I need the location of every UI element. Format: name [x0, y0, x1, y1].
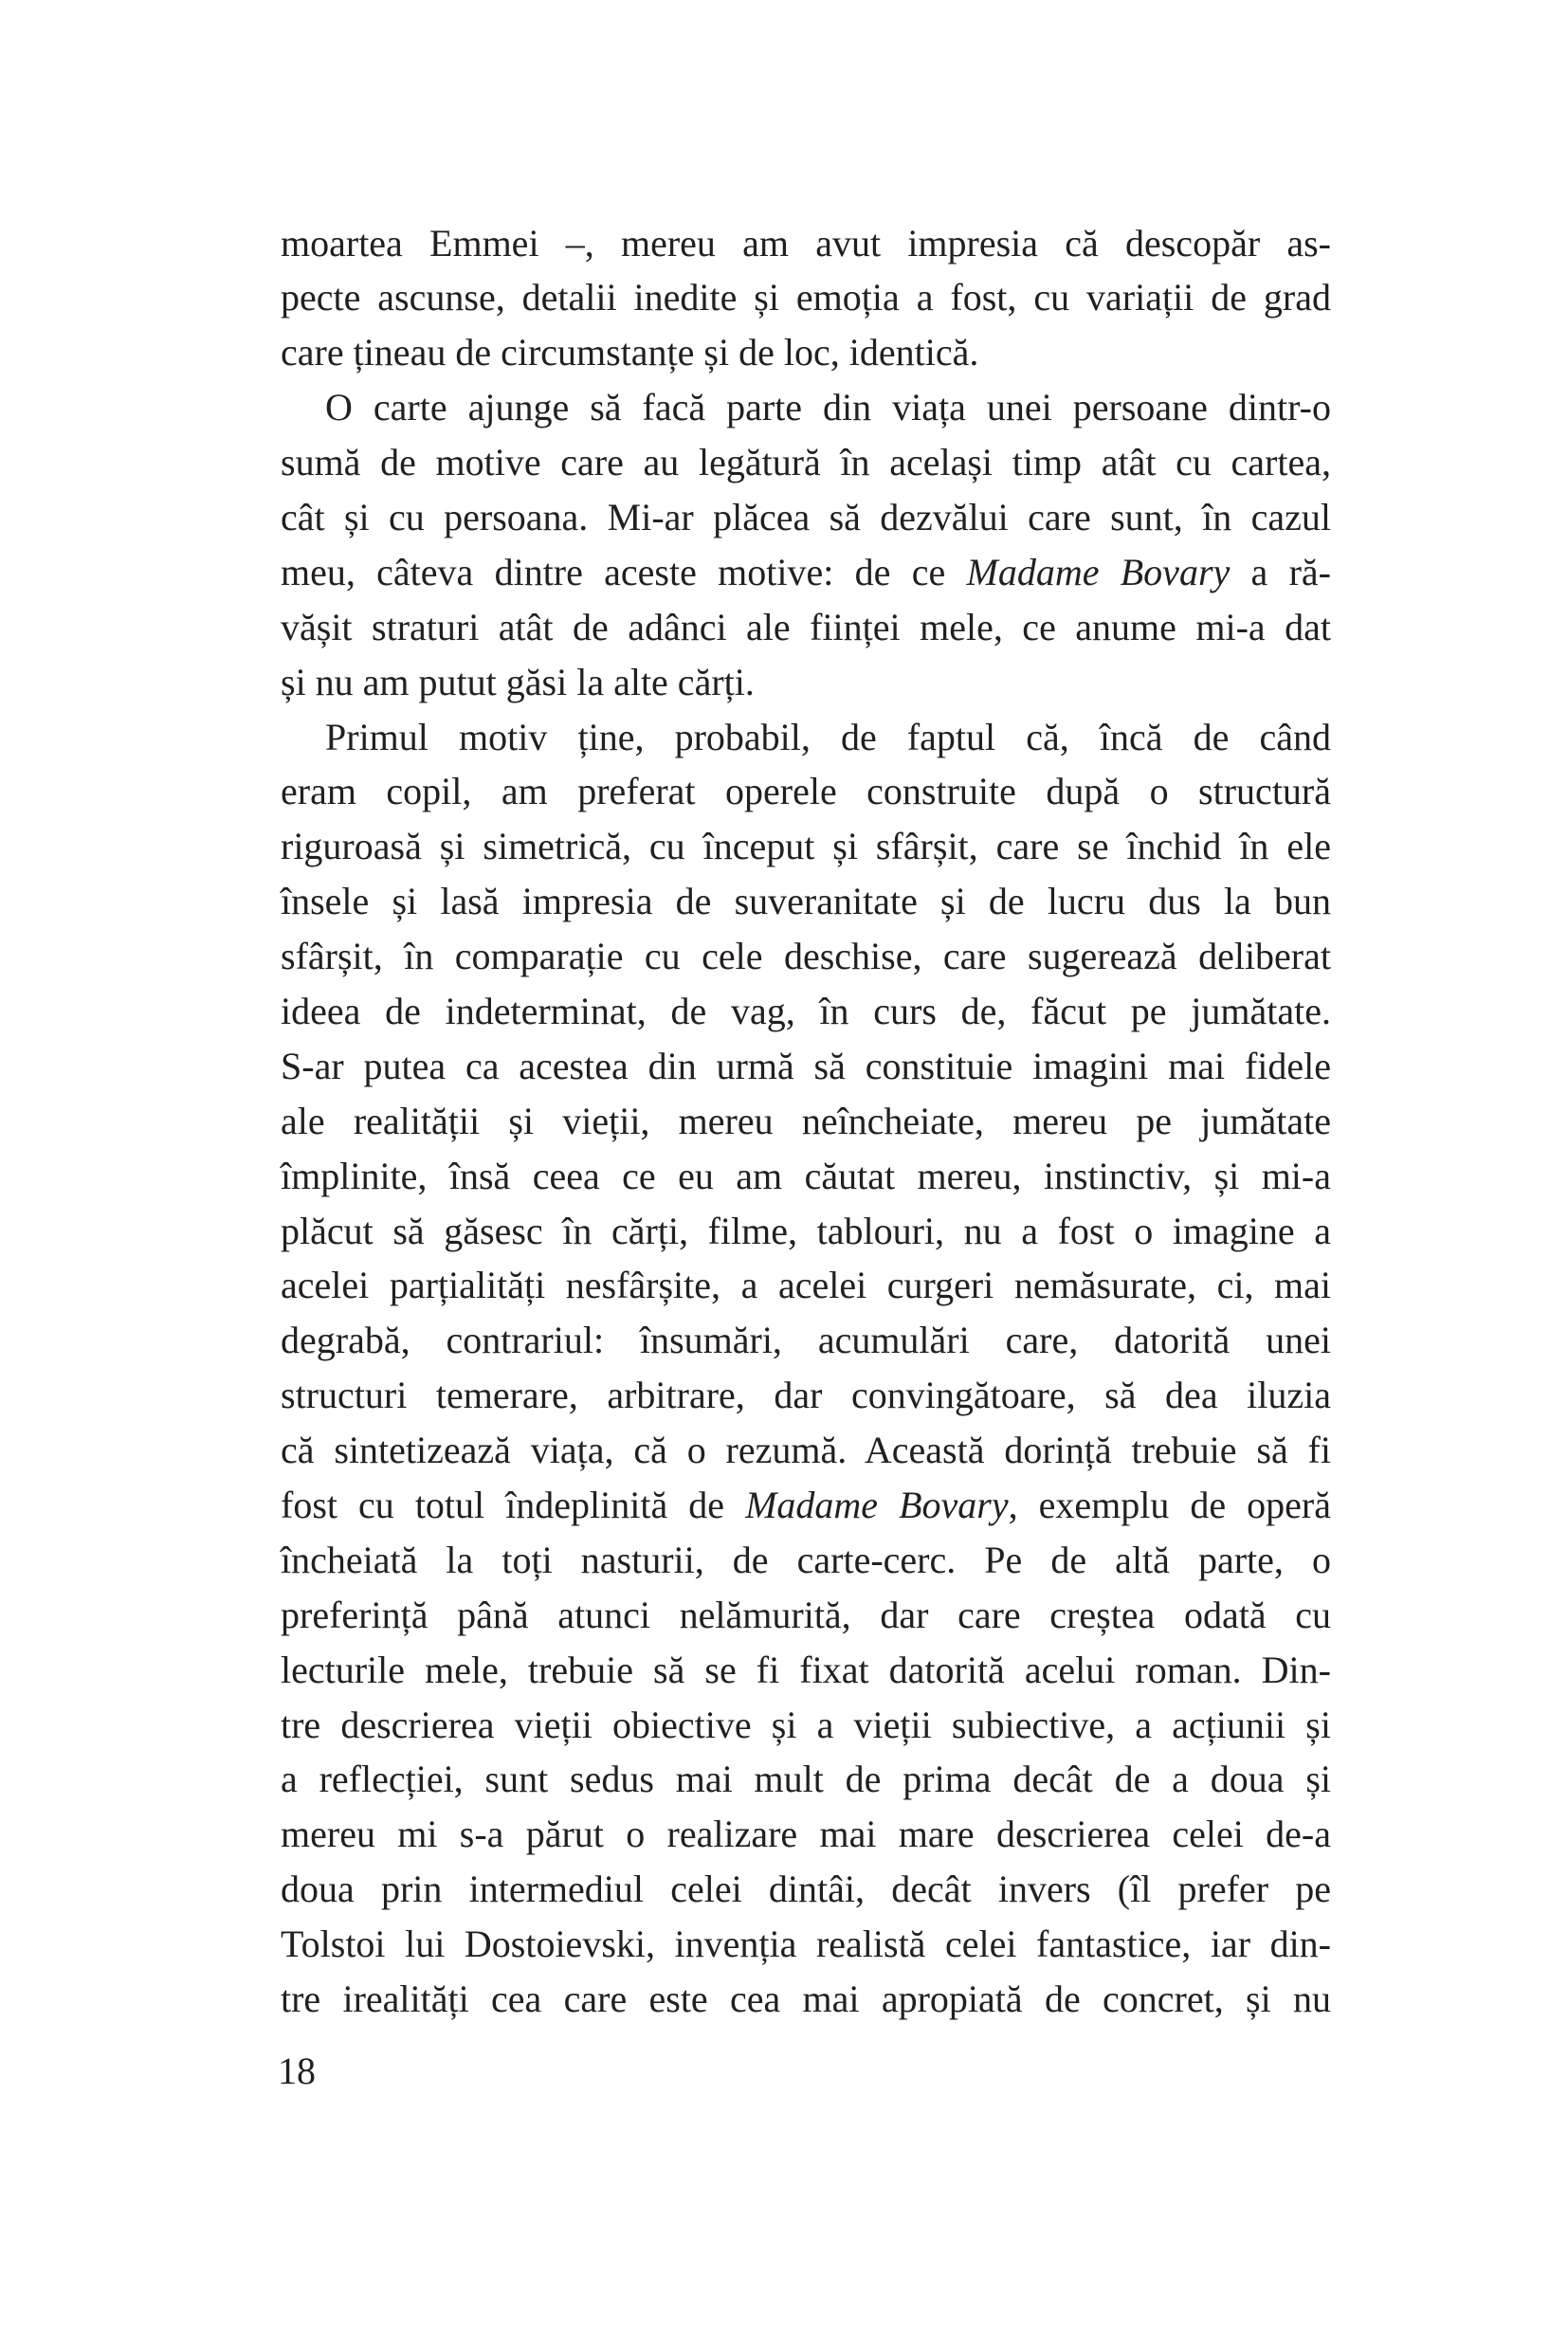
- text-segment: preferință până atunci nelămurită, dar care creștea odată cu: [281, 1593, 1331, 1636]
- text-line: [281, 764, 1331, 819]
- text-line: [281, 545, 1331, 600]
- text-segment: Primul motiv ține, probabil, de faptul că, încă de când: [325, 715, 1331, 758]
- text-line: [281, 1917, 1331, 1972]
- text-line: [281, 1862, 1331, 1917]
- text-segment: plăcut să găsesc în cărți, filme, tablouri, nu a fost o imagine a: [281, 1209, 1331, 1252]
- text-line: [281, 490, 1331, 545]
- text-line: [281, 819, 1331, 874]
- text-line: [281, 1752, 1331, 1807]
- text-segment: tre descrierea vieții obiective și a vieții subiective, a acțiunii și: [281, 1703, 1331, 1746]
- text-segment: mereu mi s-a părut o realizare mai mare descrierea celei de-a: [281, 1813, 1331, 1856]
- text-segment: sfârșit, în comparație cu cele deschise, care sugerează deliberat: [281, 935, 1331, 978]
- text-line: [281, 1423, 1331, 1478]
- text-segment: pecte ascunse, detalii inedite și emoția a fost, cu variații de grad: [281, 276, 1331, 319]
- text-segment: sumă de motive care au legătură în același timp atât cu cartea,: [281, 441, 1331, 484]
- text-segment: vășit straturi atât de adânci ale ființei mele, ce anume mi-a dat: [281, 605, 1331, 648]
- text-segment: însele și lasă impresia de suveranitate și de lucru dus la bun: [281, 880, 1331, 923]
- text-segment: , exemplu de operă: [1008, 1483, 1331, 1526]
- text-segment: moartea Emmei –, mereu am avut impresia că descopăr as-: [281, 221, 1331, 264]
- text-segment: împlinite, însă ceea ce eu am căutat mereu, instinctiv, și mi-a: [281, 1154, 1331, 1197]
- text-line: [281, 929, 1331, 984]
- text-line: [281, 216, 1331, 271]
- text-line: [281, 874, 1331, 929]
- text-segment: S-ar putea ca acestea din urmă să constituie imagini mai fidele: [281, 1044, 1331, 1087]
- text-segment: a reflecției, sunt sedus mai mult de prima decât de a doua și: [281, 1758, 1331, 1801]
- text-segment: încheiată la toți nasturii, de carte-cerc. Pe de altă parte, o: [281, 1538, 1331, 1581]
- text-line: [281, 1972, 1331, 2027]
- text-line: [281, 1478, 1331, 1533]
- text-segment: degrabă, contrariul: însumări, acumulări care, datorită unei: [281, 1319, 1331, 1362]
- text-line: [281, 1533, 1331, 1588]
- text-line: [281, 1258, 1331, 1313]
- text-line: [281, 325, 1331, 380]
- body-text: [281, 216, 1331, 2027]
- text-line: [281, 1368, 1331, 1423]
- text-segment: fost cu totul îndeplinită de: [281, 1483, 746, 1526]
- book-title-italic: Madame Bovary: [745, 1483, 1009, 1526]
- text-segment: Tolstoi lui Dostoievski, invenția realistă celei fantastice, iar din-: [281, 1923, 1331, 1966]
- text-segment: ale realității și vieții, mereu neîncheiate, mereu pe jumătate: [281, 1099, 1331, 1142]
- text-segment: meu, câteva dintre aceste motive: de ce: [281, 550, 967, 593]
- text-segment: structuri temerare, arbitrare, dar convingătoare, să dea iluzia: [281, 1374, 1331, 1417]
- text-line: [281, 435, 1331, 490]
- text-line: [281, 270, 1331, 325]
- text-line: [281, 1313, 1331, 1368]
- text-line: [281, 380, 1331, 435]
- text-line: [281, 1698, 1331, 1753]
- text-line: [281, 1204, 1331, 1259]
- text-line: [281, 1807, 1331, 1862]
- text-line: [281, 600, 1331, 655]
- text-segment: doua prin intermediul celei dintâi, decât invers (îl prefer pe: [281, 1868, 1331, 1911]
- text-segment: că sintetizează viața, că o rezumă. Această dorință trebuie să fi: [281, 1429, 1331, 1472]
- text-line: [281, 1039, 1331, 1094]
- text-segment: O carte ajunge să facă parte din viața unei persoane dintr-o: [325, 386, 1331, 429]
- text-segment: lecturile mele, trebuie să se fi fixat datorită acelui roman. Din-: [281, 1648, 1331, 1691]
- text-segment: acelei parțialități nesfârșite, a acelei curgeri nemăsurate, ci, mai: [281, 1264, 1331, 1307]
- text-line: [281, 1094, 1331, 1149]
- text-segment: riguroasă și simetrică, cu început și sfârșit, care se închid în ele: [281, 825, 1331, 868]
- book-title-italic: Madame Bovary: [966, 550, 1231, 593]
- text-segment: a ră-: [1230, 550, 1331, 593]
- text-segment: și nu am putut găsi la alte cărți.: [281, 660, 755, 703]
- text-line: [281, 655, 1331, 710]
- text-line: [281, 1643, 1331, 1698]
- text-segment: ideea de indeterminat, de vag, în curs de, făcut pe jumătate.: [281, 989, 1331, 1032]
- page-number: 18: [278, 2049, 316, 2092]
- text-segment: cât și cu persoana. Mi-ar plăcea să dezvălui care sunt, în cazul: [281, 495, 1331, 538]
- text-line: [281, 1149, 1331, 1204]
- text-line: [281, 1588, 1331, 1643]
- text-segment: eram copil, am preferat operele construite după o structură: [281, 770, 1331, 813]
- text-line: [281, 984, 1331, 1039]
- text-segment: care țineau de circumstanțe și de loc, identică.: [281, 331, 979, 374]
- text-segment: tre irealități cea care este cea mai apropiată de concret, și nu: [281, 1977, 1331, 2020]
- text-line: [281, 710, 1331, 765]
